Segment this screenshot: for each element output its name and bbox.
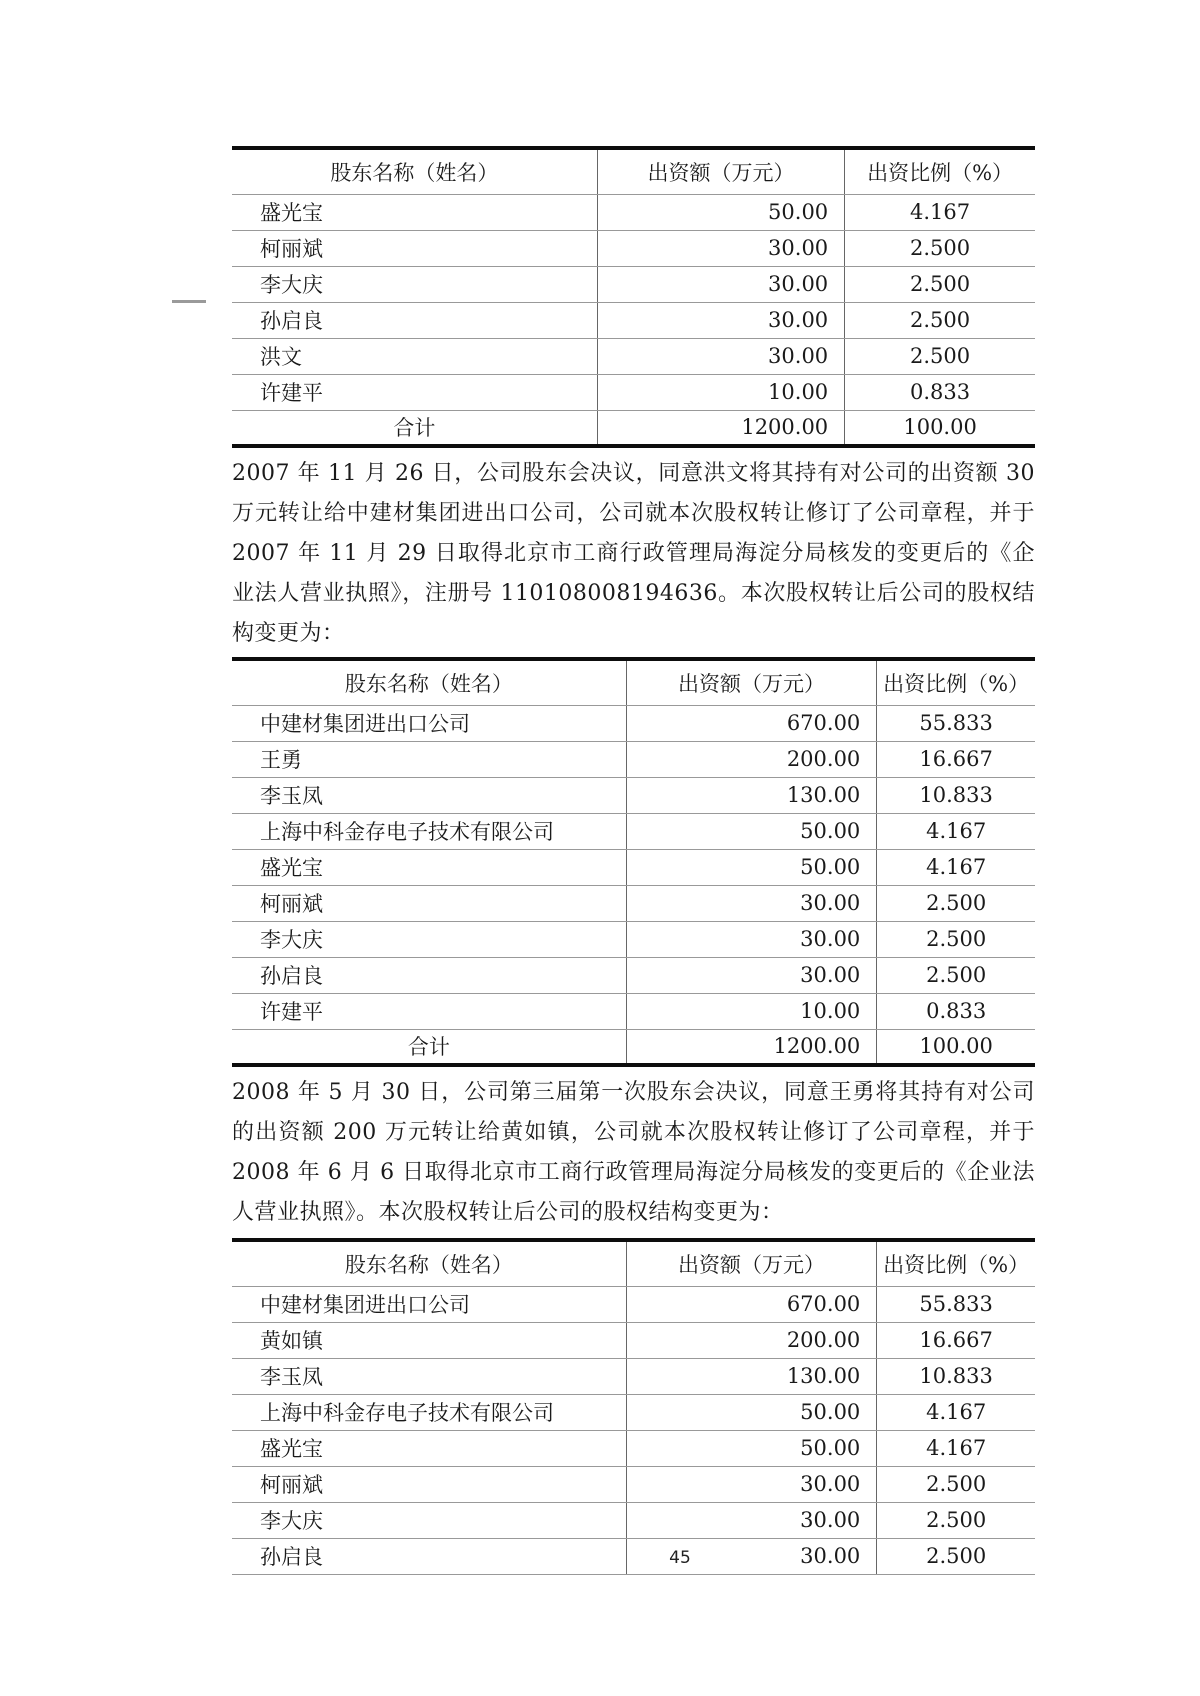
ratio-cell: 2.500 bbox=[877, 1502, 1035, 1538]
table-row bbox=[232, 1286, 1035, 1322]
shareholder-name-cell: 中建材集团进出口公司 bbox=[232, 705, 626, 741]
header-shareholder-name: 股东名称（姓名） bbox=[232, 1240, 626, 1286]
amount-cell: 30.00 bbox=[597, 302, 844, 338]
table-row bbox=[232, 705, 1035, 741]
ratio-cell: 10.833 bbox=[877, 777, 1035, 813]
shareholder-name-cell: 李玉凤 bbox=[232, 1358, 626, 1394]
amount-cell: 200.00 bbox=[626, 1322, 877, 1358]
shareholder-name-cell: 盛光宝 bbox=[232, 194, 597, 230]
total-amount-cell: 1200.00 bbox=[626, 1029, 877, 1065]
table-row bbox=[232, 230, 1035, 266]
paragraph-2008-transfer: 2008 年 5 月 30 日，公司第三届第一次股东会决议，同意王勇将其持有对公司的出资额 200 万元转让给黄如镇，公司就本次股权转让修订了公司章程，并于 2008 年 6 月 6 日取得北京市工商行政管理局海淀分局核发的变更后的《企业法人营业执照》。本次股权转让后公司的股权结构变更为： bbox=[232, 1080, 1035, 1225]
amount-cell: 200.00 bbox=[626, 741, 877, 777]
amount-cell: 30.00 bbox=[597, 230, 844, 266]
table-row bbox=[232, 1466, 1035, 1502]
shareholder-name-cell: 李大庆 bbox=[232, 1502, 626, 1538]
shareholder-name-cell: 孙启良 bbox=[232, 1538, 626, 1574]
table-row bbox=[232, 921, 1035, 957]
amount-cell: 30.00 bbox=[626, 885, 877, 921]
amount-cell: 50.00 bbox=[626, 849, 877, 885]
total-ratio-cell: 100.00 bbox=[919, 1034, 993, 1059]
table-row bbox=[232, 885, 1035, 921]
page-content bbox=[232, 0, 1035, 1575]
amount-cell: 10.00 bbox=[597, 374, 844, 410]
amount-cell: 50.00 bbox=[626, 1430, 877, 1466]
table-row bbox=[232, 1394, 1035, 1430]
table-row bbox=[232, 993, 1035, 1029]
shareholder-name-cell: 李玉凤 bbox=[232, 777, 626, 813]
ratio-cell: 4.167 bbox=[877, 1430, 1035, 1466]
header-amount: 出资额（万元） bbox=[626, 1240, 877, 1286]
table-row bbox=[232, 1322, 1035, 1358]
shareholder-table-3 bbox=[232, 1238, 1035, 1575]
table-row bbox=[232, 1430, 1035, 1466]
amount-cell: 30.00 bbox=[597, 266, 844, 302]
header-shareholder-name: 股东名称（姓名） bbox=[232, 659, 626, 705]
shareholder-name-cell: 盛光宝 bbox=[232, 1430, 626, 1466]
paragraph-2007-transfer: 2007 年 11 月 26 日，公司股东会决议，同意洪文将其持有对公司的出资额 30 万元转让给中建材集团进出口公司，公司就本次股权转让修订了公司章程，并于 2007 年 11 月 29 日取得北京市工商行政管理局海淀分局核发的变更后的《企业法人营业执照》，注册号 110108008194636。本次股权转让后公司的股权结构变更为： bbox=[232, 461, 1035, 646]
shareholder-name-cell: 李大庆 bbox=[232, 921, 626, 957]
amount-cell: 50.00 bbox=[626, 1394, 877, 1430]
amount-cell: 30.00 bbox=[597, 338, 844, 374]
shareholder-name-cell: 柯丽斌 bbox=[232, 230, 597, 266]
shareholder-name-cell: 许建平 bbox=[232, 993, 626, 1029]
amount-cell: 130.00 bbox=[626, 777, 877, 813]
shareholder-name-cell: 上海中科金存电子技术有限公司 bbox=[232, 1394, 626, 1430]
ratio-cell: 4.167 bbox=[877, 849, 1035, 885]
table-row bbox=[232, 374, 1035, 410]
ratio-cell: 16.667 bbox=[877, 741, 1035, 777]
amount-cell: 30.00 bbox=[626, 1466, 877, 1502]
ratio-cell: 2.500 bbox=[877, 1466, 1035, 1502]
shareholder-name-cell: 柯丽斌 bbox=[232, 1466, 626, 1502]
ratio-cell: 10.833 bbox=[877, 1358, 1035, 1394]
table-row bbox=[232, 302, 1035, 338]
amount-cell: 670.00 bbox=[626, 1286, 877, 1322]
ratio-cell: 2.500 bbox=[845, 302, 1035, 338]
amount-cell: 10.00 bbox=[626, 993, 877, 1029]
amount-cell: 670.00 bbox=[626, 705, 877, 741]
table-row bbox=[232, 741, 1035, 777]
shareholder-table-2 bbox=[232, 657, 1035, 1067]
shareholder-table-1 bbox=[232, 146, 1035, 448]
table-row bbox=[232, 338, 1035, 374]
ratio-cell: 4.167 bbox=[877, 1394, 1035, 1430]
shareholder-name-cell: 黄如镇 bbox=[232, 1322, 626, 1358]
header-ratio: 出资比例（%） bbox=[877, 659, 1035, 705]
ratio-cell: 0.833 bbox=[845, 374, 1035, 410]
page-number: 45 bbox=[669, 1548, 691, 1568]
header-amount: 出资额（万元） bbox=[626, 659, 877, 705]
shareholder-name-cell: 许建平 bbox=[232, 374, 597, 410]
table-header-row bbox=[232, 148, 1035, 194]
header-ratio: 出资比例（%） bbox=[877, 1240, 1035, 1286]
total-amount-cell: 1200.00 bbox=[597, 410, 844, 446]
ratio-cell: 0.833 bbox=[877, 993, 1035, 1029]
table-row bbox=[232, 777, 1035, 813]
amount-cell: 130.00 bbox=[626, 1358, 877, 1394]
ratio-cell: 2.500 bbox=[845, 230, 1035, 266]
total-ratio-cell: 100.00 bbox=[903, 415, 977, 440]
shareholder-name-cell: 孙启良 bbox=[232, 957, 626, 993]
shareholder-name-cell: 孙启良 bbox=[232, 302, 597, 338]
shareholder-name-cell: 李大庆 bbox=[232, 266, 597, 302]
table-header-row bbox=[232, 659, 1035, 705]
shareholder-name-cell: 盛光宝 bbox=[232, 849, 626, 885]
shareholder-name-cell: 洪文 bbox=[232, 338, 597, 374]
ratio-cell: 2.500 bbox=[845, 266, 1035, 302]
ratio-cell: 4.167 bbox=[877, 813, 1035, 849]
table-row bbox=[232, 194, 1035, 230]
header-ratio: 出资比例（%） bbox=[845, 148, 1035, 194]
table-row bbox=[232, 813, 1035, 849]
amount-cell: 30.00 bbox=[626, 1538, 877, 1574]
ratio-cell: 2.500 bbox=[877, 1538, 1035, 1574]
margin-mark bbox=[172, 300, 206, 303]
shareholder-name-cell: 中建材集团进出口公司 bbox=[232, 1286, 626, 1322]
shareholder-name-cell: 柯丽斌 bbox=[232, 885, 626, 921]
shareholder-name-cell: 王勇 bbox=[232, 741, 626, 777]
ratio-cell: 2.500 bbox=[877, 885, 1035, 921]
total-label-cell: 合计 bbox=[232, 410, 597, 446]
shareholder-name-cell: 上海中科金存电子技术有限公司 bbox=[232, 813, 626, 849]
ratio-cell: 2.500 bbox=[877, 957, 1035, 993]
table-row bbox=[232, 957, 1035, 993]
ratio-cell: 55.833 bbox=[877, 705, 1035, 741]
amount-cell: 50.00 bbox=[626, 813, 877, 849]
amount-cell: 30.00 bbox=[626, 1502, 877, 1538]
amount-cell: 30.00 bbox=[626, 921, 877, 957]
total-label-cell: 合计 bbox=[232, 1029, 626, 1065]
table-row bbox=[232, 849, 1035, 885]
table-total-row bbox=[232, 410, 1035, 446]
ratio-cell: 2.500 bbox=[845, 338, 1035, 374]
ratio-cell: 4.167 bbox=[845, 194, 1035, 230]
table-header-row bbox=[232, 1240, 1035, 1286]
ratio-cell: 16.667 bbox=[877, 1322, 1035, 1358]
table-row bbox=[232, 1358, 1035, 1394]
ratio-cell: 55.833 bbox=[877, 1286, 1035, 1322]
header-shareholder-name: 股东名称（姓名） bbox=[232, 148, 597, 194]
amount-cell: 50.00 bbox=[597, 194, 844, 230]
table-row bbox=[232, 266, 1035, 302]
header-amount: 出资额（万元） bbox=[597, 148, 844, 194]
table-total-row bbox=[232, 1029, 1035, 1065]
ratio-cell: 2.500 bbox=[877, 921, 1035, 957]
amount-cell: 30.00 bbox=[626, 957, 877, 993]
table-row bbox=[232, 1502, 1035, 1538]
